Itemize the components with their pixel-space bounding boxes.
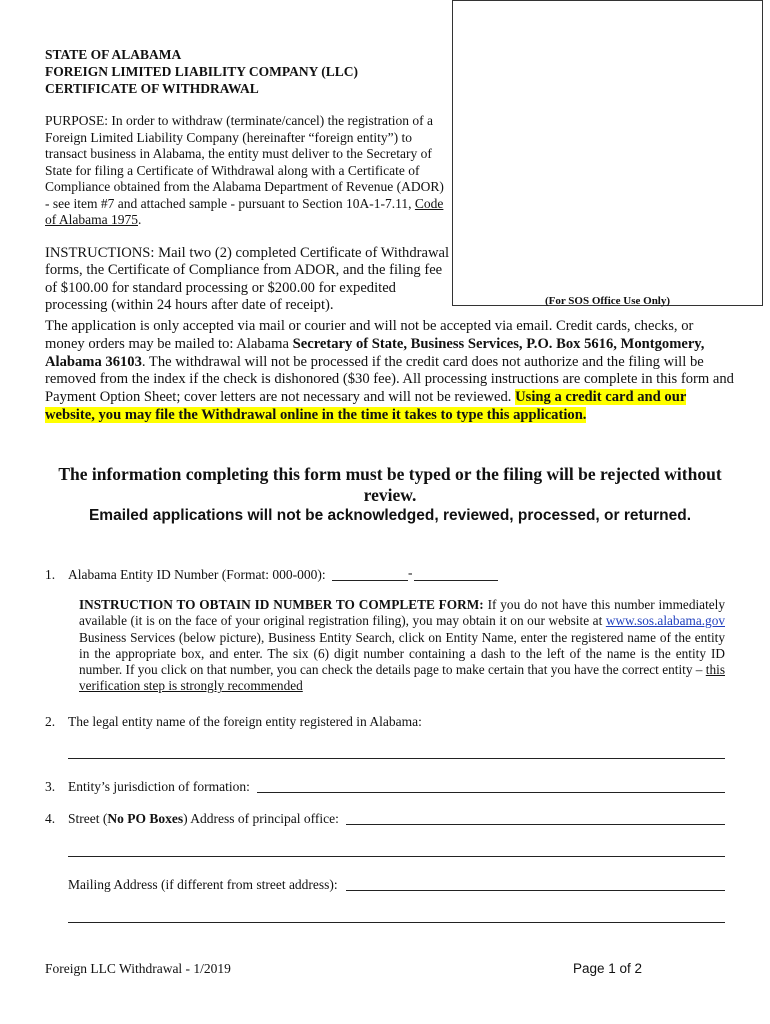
entity-id-field-part2[interactable] — [414, 566, 498, 581]
instructions-paragraph — [45, 318, 735, 425]
footer-form-id: Foreign LLC Withdrawal - 1/2019 — [45, 961, 231, 976]
code-reference: Code of Alabama 1975 — [45, 195, 444, 227]
item-number-3: 3. — [45, 779, 56, 794]
id-instruction-heading: INSTRUCTION TO OBTAIN ID NUMBER TO COMPLETE FORM: — [79, 597, 484, 612]
page-number: Page 1 of 2 — [573, 961, 643, 976]
item-number-1: 1. — [45, 567, 56, 582]
legal-entity-name-field[interactable] — [68, 744, 725, 759]
online-filing-highlight: Using a credit card and our website, you may file the Withdrawal online in the time it takes to type this application. — [45, 389, 687, 423]
principal-address-field-1[interactable] — [346, 810, 725, 825]
jurisdiction-field[interactable] — [257, 778, 725, 793]
jurisdiction-label: Entity’s jurisdiction of formation: — [68, 779, 250, 794]
sos-office-use-box — [452, 0, 763, 306]
instructions-mail-text: The application is only accepted via mail or courier and will not be accepted via email. Credit cards, checks, or money orders may be mailed to: Alabama — [45, 318, 694, 352]
entity-id-dash: - — [408, 565, 413, 580]
id-instruction-text-2: Business Services (below picture), Business Entity Search, click on Entity Name, enter the registered name of the entity in the appropriate box, and enter. The six (6) digit number containing a dash to the left of the name is the entity ID number. If you click on that number, you can check the details page to make certain that you have the correct entity – — [79, 629, 725, 678]
email-notice: Emailed applications will not be acknowledged, reviewed, processed, or returned. — [88, 507, 692, 524]
principal-address-label — [68, 810, 339, 827]
instructions-paragraph-top: INSTRUCTIONS: Mail two (2) completed Certificate of Withdrawal forms, the Certificate of Compliance from ADOR, and the filing fee of $100.00 for standard processing or $200.00 for expedited processing (within 24 hours after date of receipt). — [45, 245, 450, 313]
principal-address-field-2[interactable] — [68, 842, 725, 857]
item-number-2: 2. — [45, 714, 56, 729]
verification-recommendation: this verification step is strongly recommended — [79, 662, 725, 694]
purpose-text: PURPOSE: In order to withdraw (terminate/cancel) the registration of a Foreign Limited Liability Company (hereinafter “foreign entity”) to transact business in Alabama, the entity must deliver to the Secretary of State for filing a Certificate of Withdrawal along with a Certificate of Compliance obtained from the Alabama Department of Revenue (ADOR) - see item #7 and attached sample - pursuant to Section 10A-1-7.11, — [45, 113, 444, 211]
header-entity-type: FOREIGN LIMITED LIABILITY COMPANY (LLC) — [45, 64, 359, 79]
sos-website-link[interactable]: www.sos.alabama.gov — [605, 613, 725, 629]
sos-office-use-label: (For SOS Office Use Only) — [544, 295, 671, 307]
id-number-instruction — [79, 597, 725, 695]
no-po-boxes-label: No PO Boxes — [107, 811, 184, 826]
item-number-4: 4. — [45, 811, 56, 826]
principal-address-label-pre: Street ( — [68, 811, 108, 826]
purpose-end: . — [137, 212, 142, 227]
mailing-address-bold: Secretary of State, Business Services, P.O. Box 5616, Montgomery, Alabama 36103 — [45, 335, 705, 370]
id-instruction-text-1: If you do not have this number immediately available (it is on the face of your original registration filing), you may obtain it on our website at — [79, 597, 726, 629]
mailing-address-field-2[interactable] — [68, 908, 725, 923]
entity-id-field-part1[interactable] — [332, 566, 408, 581]
typed-form-notice: The information completing this form must be typed or the filing will be rejected without review. — [58, 464, 722, 505]
mailing-address-label: Mailing Address (if different from street address): — [68, 877, 338, 892]
entity-id-label: Alabama Entity ID Number (Format: 000-000): — [68, 567, 326, 582]
header-state: STATE OF ALABAMA — [45, 47, 182, 62]
mailing-address-field-1[interactable] — [346, 876, 725, 891]
form-header — [45, 46, 358, 97]
instructions-processing-text: . The withdrawal will not be processed if the credit card does not authorize and the filing will be removed from the index if the check is dishonored ($30 fee). All processing instructions are complete in this form and Payment Option Sheet; cover letters are not necessary and will not be reviewed. — [45, 353, 734, 406]
header-form-title: CERTIFICATE OF WITHDRAWAL — [45, 81, 259, 96]
purpose-paragraph — [45, 113, 445, 229]
principal-address-label-post: ) Address of principal office: — [183, 811, 339, 826]
legal-entity-name-label: The legal entity name of the foreign entity registered in Alabama: — [68, 714, 422, 729]
